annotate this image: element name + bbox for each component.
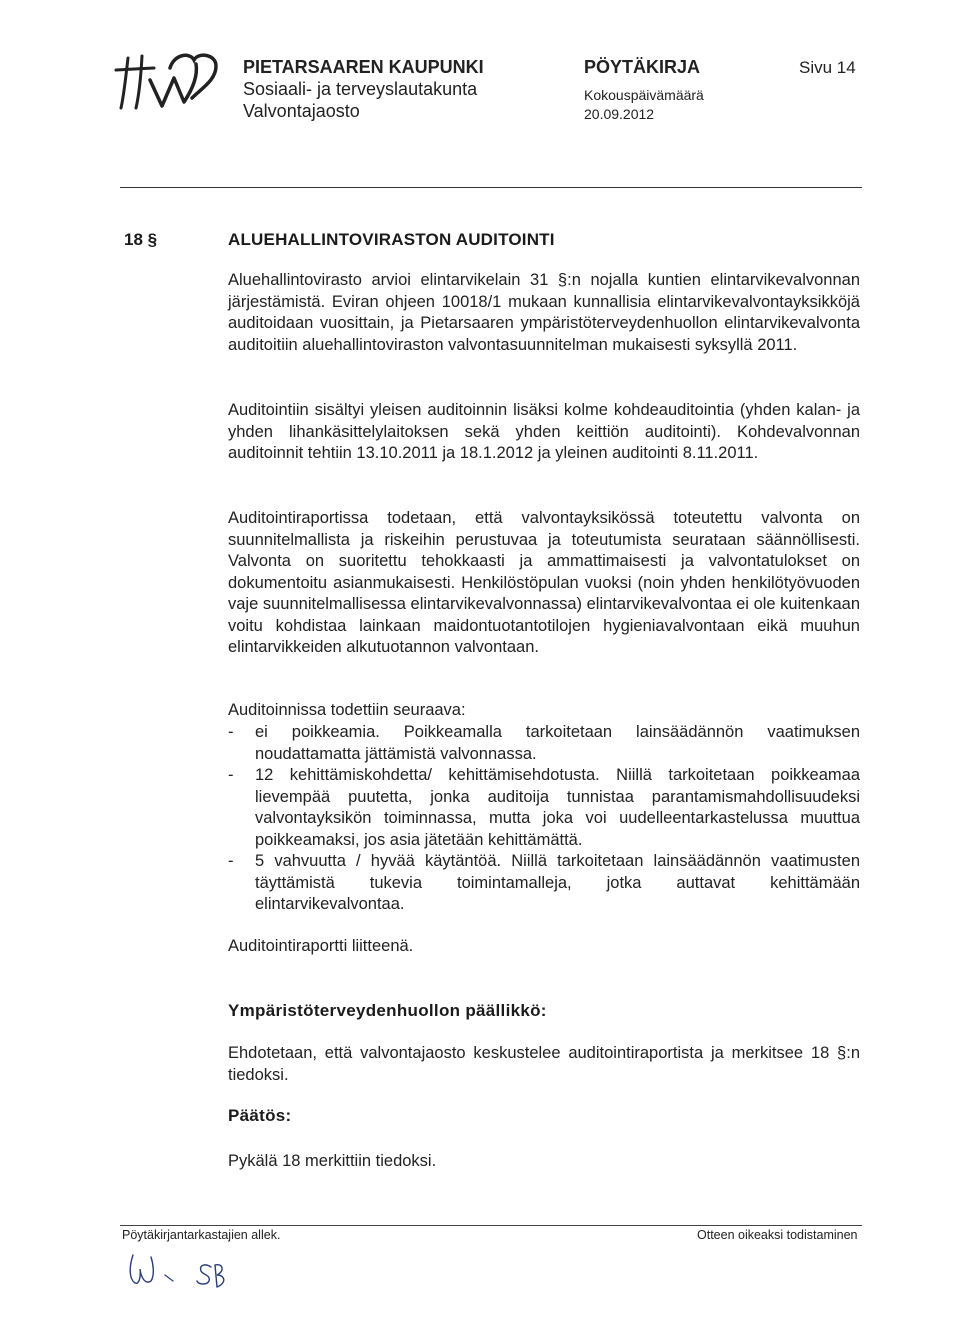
city-logo-icon	[112, 50, 230, 112]
header-divider	[120, 187, 862, 188]
list-item-text: ei poikkeamia. Poikkeamalla tarkoitetaan lainsäädännön vaatimuksen noudattamatta jättämistä valvonnassa.	[255, 723, 860, 763]
list-item-text: 5 vahvuutta / hyvää käytäntöä. Niillä tarkoitetaan lainsäädännön vaatimusten täyttämistä tukevia toimintamalleja, jotka auttavat kehittämään elintarvikevalvontaa.	[255, 852, 860, 913]
paragraph-audit-scope: Auditointiin sisältyi yleisen auditoinnin lisäksi kolme kohdeauditointia (yhden kalan- ja yhden lihankäsittelylaitoksen sekä yhden keittiön auditointi). Kohdevalvonnan auditoinnit tehtiin 13.10.2011 ja 18.1.2012 ja yleinen auditointi 8.11.2011.	[228, 401, 860, 462]
list-item	[228, 851, 860, 916]
paragraph-decision: Pykälä 18 merkittiin tiedoksi.	[228, 1152, 437, 1170]
proposer-heading: Ympäristöterveydenhuollon päällikkö:	[228, 1001, 547, 1020]
list-item-text: 12 kehittämiskohdetta/ kehittämisehdotusta. Niillä tarkoitetaan poikkeamaa lievempää puutetta, jonka auditoija tunnistaa parantamismahdollisuudeksi valvontayksikön toiminnassa, mutta joka voi uudelleentarkastelussa muuttua poikkeamaksi, jos asia jätetään kehittämättä.	[255, 766, 860, 849]
section-number: 18 §	[124, 230, 158, 249]
organization-header	[243, 56, 484, 122]
document-header	[584, 56, 704, 124]
paragraph-audit-report: Auditointiraportissa todetaan, että valvontayksikössä toteutettu valvonta on suunnitelmallista ja riskeihin perustuvaa ja toteutumista seurataan säännöllisesti. Valvonta on suoritettu tehokkaasti ja ammattimaisesti ja valvontatulokset on dokumentoitu asianmukaisesti. Henkilöstöpulan vuoksi (noin yhden henkilötyövuoden vaje suunnitelmallisessa elintarvikevalvonnassa) elintarvikevalvontaa ei ole kuitenkaan voitu kohdistaa lainkaan maidontuotantotilojen hygieniavalvontaan eikä muuhun elintarvikkeiden alkutuotannon valvontaan.	[228, 509, 860, 656]
footer-checkers-label: Pöytäkirjantarkastajien allek.	[122, 1228, 281, 1242]
section-name: Valvontajaosto	[243, 101, 360, 121]
paragraph-intro: Aluehallintovirasto arvioi elintarvikelain 31 §:n nojalla kuntien elintarvikevalvonnan järjestämistä. Eviran ohjeen 10018/1 mukaan kunnallisia elintarvikevalvontayksikköjä auditoidaan vuosittain, ja Pietarsaaren ympäristöterveydenhuollon elintarvikevalvonta auditoitiin aluehallintoviraston valvontasuunnitelman mukaisesti syksyllä 2011.	[228, 271, 860, 354]
meeting-date: 20.09.2012	[584, 106, 655, 122]
findings-list	[228, 722, 860, 916]
handwritten-initials-signature	[125, 1245, 235, 1295]
list-dash: -	[228, 766, 234, 784]
page-number: Sivu 14	[799, 58, 856, 77]
paragraph-attachment: Auditointiraportti liitteenä.	[228, 937, 414, 955]
list-dash: -	[228, 852, 234, 870]
paragraph-proposal: Ehdotetaan, että valvontajaosto keskustelee auditointiraportista ja merkitsee 18 §:n tiedoksi.	[228, 1044, 860, 1084]
list-item	[228, 722, 860, 765]
doc-type: PÖYTÄKIRJA	[584, 57, 701, 77]
list-dash: -	[228, 723, 234, 741]
section-title: ALUEHALLINTOVIRASTON AUDITOINTI	[228, 230, 555, 249]
footer-divider	[120, 1225, 862, 1226]
list-item	[228, 765, 860, 851]
footer-certification-label: Otteen oikeaksi todistaminen	[697, 1228, 858, 1242]
date-label: Kokouspäivämäärä	[584, 87, 704, 103]
board-name: Sosiaali- ja terveyslautakunta	[243, 79, 478, 99]
org-name: PIETARSAAREN KAUPUNKI	[243, 57, 484, 77]
decision-heading: Päätös:	[228, 1106, 292, 1125]
paragraph-findings-intro: Auditoinnissa todettiin seuraava:	[228, 701, 466, 719]
